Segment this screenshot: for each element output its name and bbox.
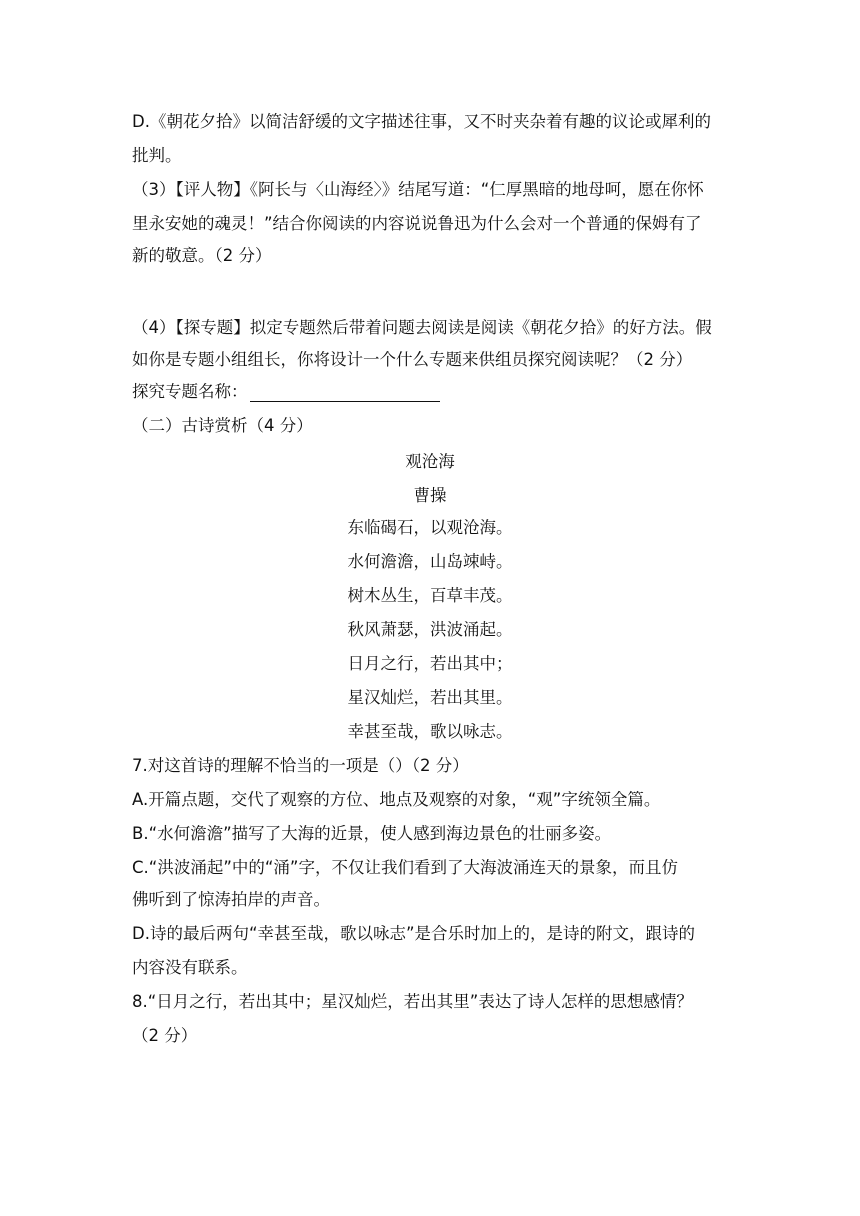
q4-line3 bbox=[132, 382, 732, 402]
poem-line: 东临碣石，以观沧海。 bbox=[347, 518, 513, 537]
poem-author: 曹操 bbox=[413, 486, 447, 505]
q7-option-d-line2: 内容没有联系。 bbox=[132, 958, 248, 977]
poem-line: 日月之行，若出其中； bbox=[347, 654, 513, 673]
poem-line: 树木丛生，百草丰茂。 bbox=[347, 586, 513, 605]
q3-line1: （3）【评人物】《阿长与〈山海经〉》结尾写道：“仁厚黑暗的地母呵，愿在你怀 bbox=[132, 180, 704, 199]
topic-name-blank bbox=[250, 383, 440, 402]
poem-title: 观沧海 bbox=[405, 452, 455, 471]
q8-line1: 8.“日月之行，若出其中；星汉灿烂，若出其里”表达了诗人怎样的思想感情？ bbox=[132, 992, 693, 1011]
q4-line2: 如你是专题小组组长，你将设计一个什么专题来供组员探究阅读呢？（2 分） bbox=[132, 350, 693, 369]
q7-option-b: B.“水何澹澹”描写了大海的近景，使人感到海边景色的壮丽多姿。 bbox=[132, 824, 612, 843]
q8-line2: （2 分） bbox=[132, 1026, 198, 1045]
q4-line1: （4）【探专题】拟定专题然后带着问题去阅读是阅读《朝花夕拾》的好方法。假 bbox=[132, 318, 712, 337]
q3-line3: 新的敬意。（2 分） bbox=[132, 246, 272, 265]
q7-option-c-line2: 佛听到了惊涛拍岸的声音。 bbox=[132, 890, 330, 909]
q3-line2: 里永安她的魂灵！”结合你阅读的内容说说鲁迅为什么会对一个普通的保姆有了 bbox=[132, 214, 702, 233]
section-ancient-poetry: （二）古诗赏析（4 分） bbox=[132, 416, 313, 435]
q7-stem: 7.对这首诗的理解不恰当的一项是（）（2 分） bbox=[132, 756, 469, 775]
q7-option-a: A.开篇点题，交代了观察的方位、地点及观察的对象，“观”字统领全篇。 bbox=[132, 790, 661, 809]
poem-line: 幸甚至哉，歌以咏志。 bbox=[347, 722, 513, 741]
q6-option-d-line2: 批判。 bbox=[132, 146, 182, 165]
q6-option-d-line1: D.《朝花夕拾》以简洁舒缓的文字描述往事，又不时夹杂着有趣的议论或犀利的 bbox=[132, 112, 711, 131]
q7-option-d-line1: D.诗的最后两句“幸甚至哉，歌以咏志”是合乐时加上的，是诗的附文，跟诗的 bbox=[132, 924, 696, 943]
poem-line: 星汉灿烂，若出其里。 bbox=[347, 688, 513, 707]
poem-line: 水何澹澹，山岛竦峙。 bbox=[347, 552, 513, 571]
topic-name-label: 探究专题名称： bbox=[132, 382, 248, 401]
poem-line: 秋风萧瑟，洪波涌起。 bbox=[347, 620, 513, 639]
q7-option-c-line1: C.“洪波涌起”中的“涌”字，不仅让我们看到了大海波涌连天的景象，而且仿 bbox=[132, 858, 678, 877]
